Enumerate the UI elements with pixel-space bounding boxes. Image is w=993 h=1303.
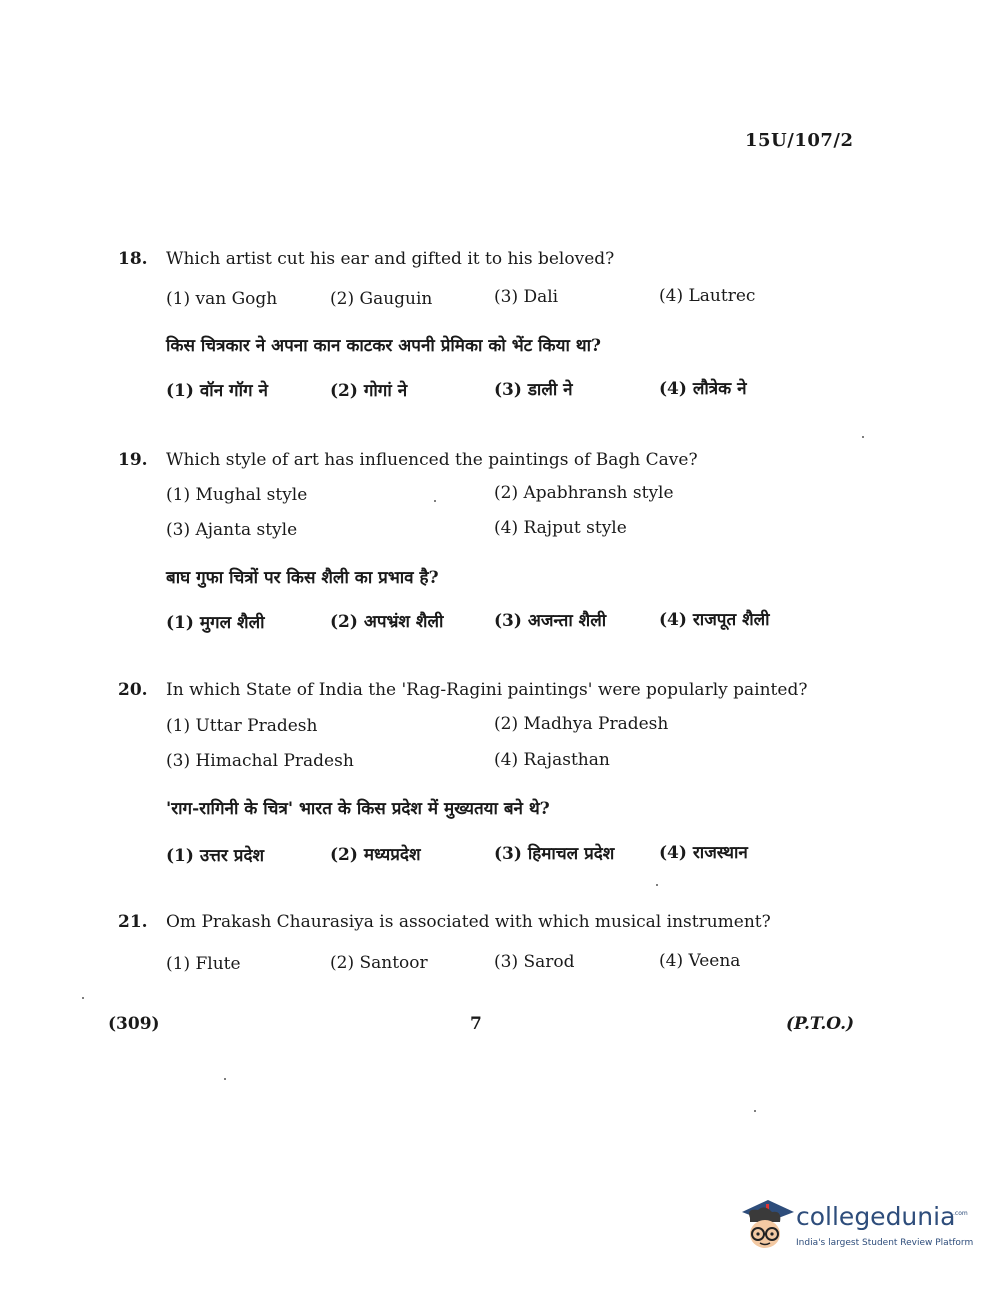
option-18-3: (3) Dali: [494, 287, 559, 307]
question-number: 19.: [118, 450, 148, 470]
option-19-4-hi: (4) राजपूत शैली: [659, 610, 770, 630]
option-20-4: (4) Rajasthan: [494, 750, 610, 770]
paper-code: 15U/107/2: [745, 130, 854, 151]
scan-speck: [434, 500, 436, 502]
option-21-4: (4) Veena: [659, 951, 741, 971]
question-text-hi: बाघ गुफा चित्रों पर किस शैली का प्रभाव है?: [166, 568, 439, 588]
scan-speck: [754, 1110, 756, 1112]
option-19-2: (2) Apabhransh style: [494, 483, 674, 503]
option-21-1: (1) Flute: [166, 954, 241, 974]
option-20-3: (3) Himachal Pradesh: [166, 751, 354, 771]
option-21-2: (2) Santoor: [330, 953, 428, 973]
option-20-2-hi: (2) मध्यप्रदेश: [330, 845, 421, 865]
option-18-2-hi: (2) गोगां ने: [330, 381, 408, 401]
scan-speck: [862, 436, 864, 438]
option-18-3-hi: (3) डाली ने: [494, 380, 573, 400]
question-text-en: Om Prakash Chaurasiya is associated with which musical instrument?: [166, 912, 771, 932]
pto-label: (P.T.O.): [786, 1014, 855, 1034]
question-text-hi: किस चित्रकार ने अपना कान काटकर अपनी प्रेमिका को भेंट किया था?: [166, 336, 602, 356]
question-number: 21.: [118, 912, 148, 932]
option-21-3: (3) Sarod: [494, 952, 575, 972]
option-19-1-hi: (1) मुगल शैली: [166, 613, 265, 633]
question-text-en: Which style of art has influenced the paintings of Bagh Cave?: [166, 450, 698, 470]
option-19-3: (3) Ajanta style: [166, 520, 298, 540]
logo-tagline: India's largest Student Review Platform: [796, 1238, 974, 1248]
student-mascot-icon: [738, 1196, 794, 1258]
page-number: 7: [470, 1014, 482, 1034]
option-20-2: (2) Madhya Pradesh: [494, 714, 669, 734]
option-20-4-hi: (4) राजस्थान: [659, 843, 748, 863]
option-18-1-hi: (1) वॉन गॉग ने: [166, 381, 268, 401]
option-19-2-hi: (2) अपभ्रंश शैली: [330, 612, 444, 632]
option-19-3-hi: (3) अजन्ता शैली: [494, 611, 607, 631]
option-20-3-hi: (3) हिमाचल प्रदेश: [494, 844, 615, 864]
option-18-4: (4) Lautrec: [659, 286, 756, 306]
question-text-hi: 'राग-रागिनी के चित्र' भारत के किस प्रदेश में मुख्यतया बने थे?: [166, 799, 550, 819]
question-text-en: In which State of India the 'Rag-Ragini paintings' were popularly painted?: [166, 680, 808, 700]
option-18-1: (1) van Gogh: [166, 289, 278, 309]
option-18-2: (2) Gauguin: [330, 289, 433, 309]
logo-name: collegedunia: [796, 1202, 956, 1231]
scan-speck: [82, 997, 84, 999]
question-number: 20.: [118, 680, 148, 700]
logo-domain: .com: [953, 1210, 968, 1217]
scan-speck: [224, 1078, 226, 1080]
option-19-1: (1) Mughal style: [166, 485, 308, 505]
option-20-1-hi: (1) उत्तर प्रदेश: [166, 846, 265, 866]
option-19-4: (4) Rajput style: [494, 518, 627, 538]
question-text-en: Which artist cut his ear and gifted it to his beloved?: [166, 249, 615, 269]
collegedunia-logo: [738, 1196, 974, 1258]
scan-speck: [656, 884, 658, 886]
option-20-1: (1) Uttar Pradesh: [166, 716, 318, 736]
footer-code: (309): [108, 1014, 160, 1034]
question-number: 18.: [118, 249, 148, 269]
option-18-4-hi: (4) लौत्रेक ने: [659, 379, 747, 399]
